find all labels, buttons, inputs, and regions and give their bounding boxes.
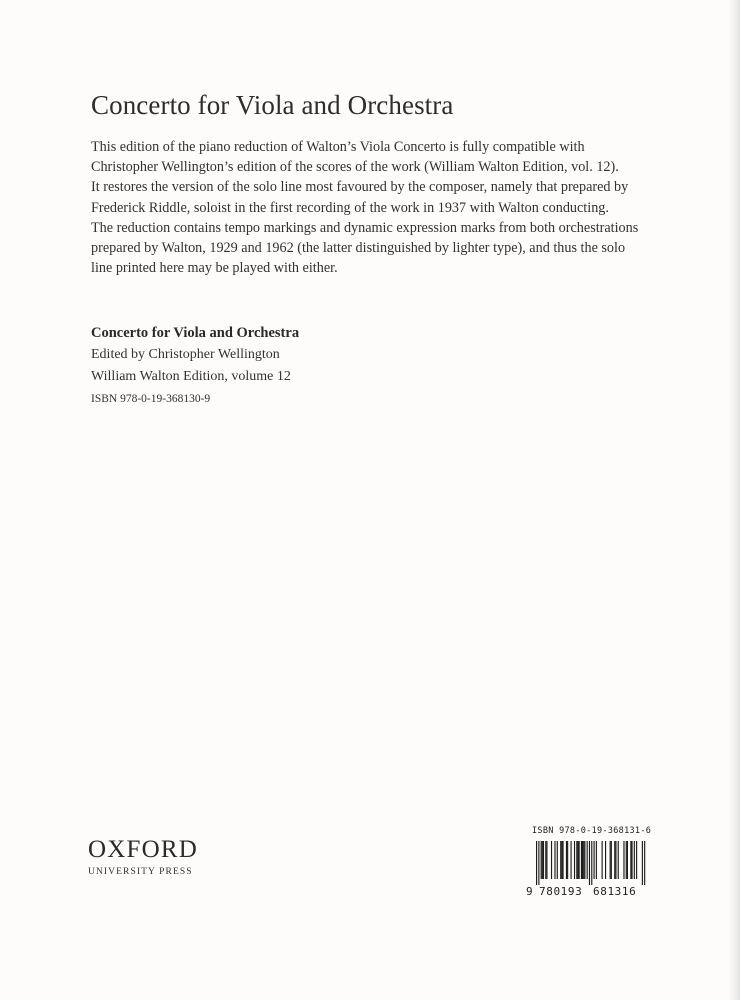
page-edge-shadow (728, 0, 740, 1000)
barcode-bar (584, 841, 585, 879)
barcode-block (526, 826, 651, 899)
publisher-logo (88, 836, 198, 879)
barcode-bar (574, 841, 575, 879)
intro-paragraph (91, 137, 671, 278)
barcode-bar (615, 841, 616, 879)
barcode-bar (545, 841, 546, 879)
series-credit: William Walton Edition, volume 12 (91, 369, 291, 384)
work-title: Concerto for Viola and Orchestra (91, 325, 300, 341)
barcode-bar (560, 841, 561, 879)
barcode-bars (526, 841, 651, 885)
barcode-bar (567, 841, 568, 879)
barcode-bar (644, 841, 645, 885)
barcode-bar (546, 841, 547, 879)
barcode-bar (591, 841, 592, 885)
barcode-left-group: 780193 (539, 885, 583, 898)
credits-block (91, 322, 491, 409)
barcode-lead-digit: 9 (526, 885, 533, 898)
page-title: Concerto for Viola and Orchestra (91, 90, 454, 120)
isbn-text: ISBN 978-0-19-368130-9 (91, 393, 211, 405)
barcode-bar (579, 841, 580, 879)
barcode-bar (566, 841, 567, 879)
editor-credit: Edited by Christopher Wellington (91, 347, 280, 362)
barcode-bar (583, 841, 584, 879)
barcode-bar (631, 841, 632, 879)
barcode-bar (596, 841, 597, 879)
barcode-bar (541, 841, 542, 879)
barcode-isbn-label: ISBN 978-0-19-368131-6 (532, 826, 652, 836)
barcode-right-group: 681316 (593, 885, 637, 898)
barcode-bar (623, 841, 624, 879)
barcode-bar (576, 841, 577, 879)
barcode-bar (605, 841, 606, 879)
barcode-bar (627, 841, 628, 879)
barcode-bar (551, 841, 552, 879)
barcode-bar (571, 841, 572, 879)
barcode-bar (642, 841, 643, 885)
barcode-bar (557, 841, 558, 879)
intro-line: It restores the version of the solo line most favoured by the composer, namely that prepared by (91, 179, 629, 196)
barcode-bar (587, 841, 588, 879)
barcode-bar (611, 841, 612, 879)
barcode-bar (543, 841, 544, 879)
barcode-bar (636, 841, 637, 879)
barcode-bar (554, 841, 555, 879)
barcode-bar (630, 841, 631, 879)
intro-line: This edition of the piano reduction of Walton’s Viola Concerto is fully compatible with (91, 139, 585, 155)
barcode-digits (526, 885, 651, 899)
barcode-bar (577, 841, 578, 879)
intro-line: The reduction contains tempo markings and dynamic expression marks from both orchestrations (91, 219, 639, 236)
intro-line: Christopher Wellington’s edition of the scores of the work (William Walton Edition, vol. 12). (91, 159, 619, 176)
publisher-name: OXFORD (88, 836, 198, 863)
barcode-bar (581, 841, 582, 879)
barcode-bar (582, 841, 583, 879)
barcode-bar (538, 841, 539, 885)
publisher-subtitle: UNIVERSITY PRESS (88, 867, 193, 877)
intro-line: prepared by Walton, 1929 and 1962 (the latter distinguished by lighter type), and thus the solo (91, 240, 626, 257)
intro-line: line printed here may be played with either. (91, 260, 338, 277)
barcode-bar (610, 841, 611, 879)
barcode-bar (602, 841, 603, 879)
barcode-bar (536, 841, 537, 885)
barcode-bar (634, 841, 635, 879)
barcode-bar (562, 841, 563, 879)
barcode-bar (561, 841, 562, 879)
barcode-bar (594, 841, 595, 879)
barcode-bar (589, 841, 590, 885)
barcode-bar (614, 841, 615, 879)
intro-line: Frederick Riddle, soloist in the first recording of the work in 1937 with Walton conducting. (91, 199, 609, 216)
barcode-bar (618, 841, 619, 879)
barcode-bar (542, 841, 543, 879)
barcode-bar (626, 841, 627, 879)
